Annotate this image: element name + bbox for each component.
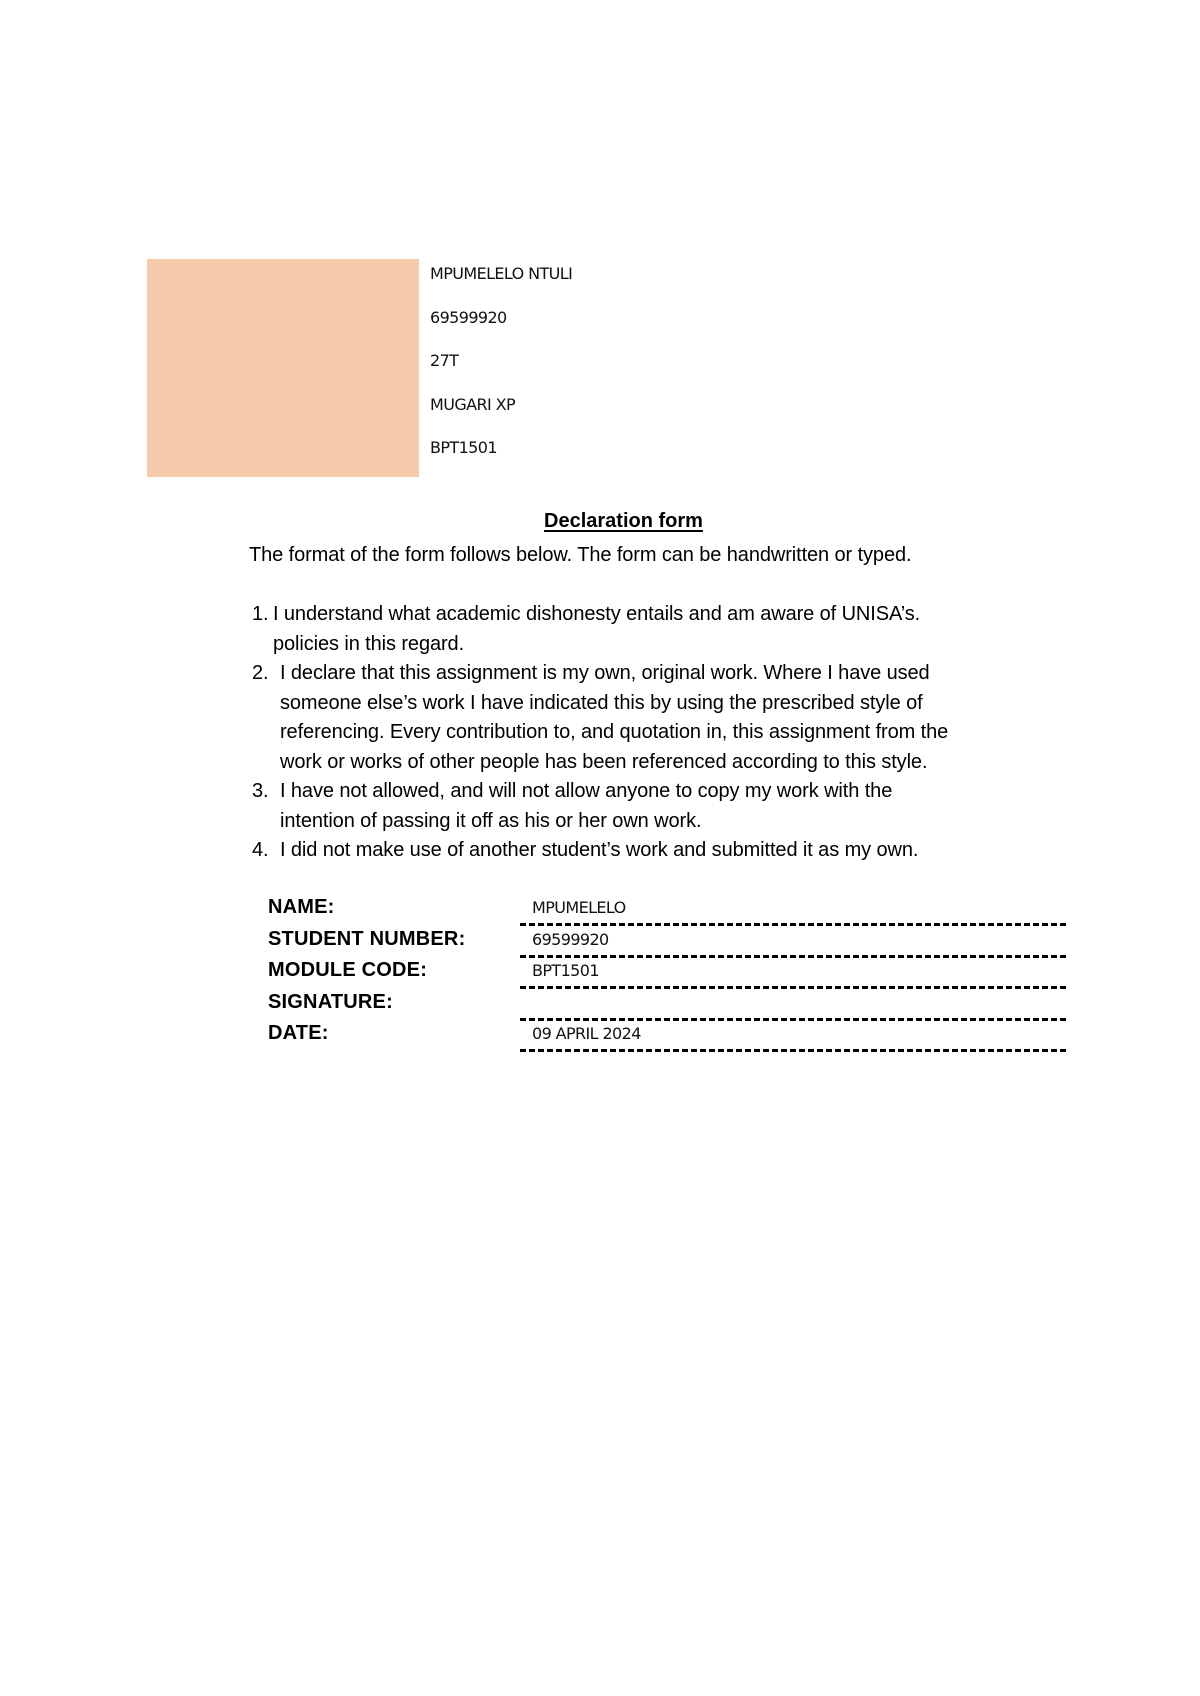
declaration-item-number: 3. [252,780,269,802]
declaration-item-text: I did not make use of another student’s work and submitted it as my own. [280,839,919,861]
date-field-row [268,1022,1068,1054]
declaration-item-number: 4. [252,839,269,861]
signature-field-row [268,991,1068,1023]
declaration-intro: The format of the form follows below. The form can be handwritten or typed. [249,544,912,566]
lecturer-name-text: MUGARI XP [430,394,515,414]
group-code-text: 27T [430,351,459,370]
student-info-block [430,262,572,480]
signature-label: SIGNATURE: [268,990,393,1013]
module-code-label: MODULE CODE: [268,959,428,981]
declaration-item [252,600,1052,659]
name-field-row [268,896,1068,928]
date-label: DATE: [268,1022,329,1044]
declaration-item-text: I declare that this assignment is my own, original work. Where I have used someone else’s work I have indicated this by using the prescribed style of referencing. Every contribution to, and quotation in, this assignment from the work or works of other people has been referenced according to this style. [280,662,949,773]
student-number-label: STUDENT NUMBER: [268,927,466,950]
student-number-field-row [268,928,1068,960]
student-number-text: 69599920 [430,307,507,327]
declaration-item-number: 1. [252,603,269,625]
name-field-line [520,923,1066,926]
declaration-list [252,600,1052,866]
student-number-field-line [520,955,1066,958]
date-field-line [520,1049,1066,1052]
student-number-field-value: 69599920 [532,929,609,949]
declaration-item-number: 2. [252,662,269,684]
declaration-fields [268,896,1068,1054]
declaration-item-text: I understand what academic dishonesty entails and am aware of UNISA’s. policies in this regard. [273,603,921,655]
student-full-name: MPUMELELO NTULI [430,264,573,283]
date-field-value: 09 APRIL 2024 [532,1024,641,1043]
declaration-item [252,836,1052,866]
module-code-field-value: BPT1501 [532,961,599,980]
declaration-item-text: I have not allowed, and will not allow anyone to copy my work with the intention of passing it off as his or her own work. [280,780,893,832]
photo-placeholder-box [147,259,419,477]
signature-field-line [520,1018,1066,1021]
module-code-text: BPT1501 [430,438,497,457]
declaration-title: Declaration form [544,510,703,532]
declaration-item [252,659,1052,777]
declaration-item [252,777,1052,836]
name-label: NAME: [268,896,335,918]
module-code-field-line [520,986,1066,989]
module-code-field-row [268,959,1068,991]
name-field-value: MPUMELELO [532,898,626,917]
